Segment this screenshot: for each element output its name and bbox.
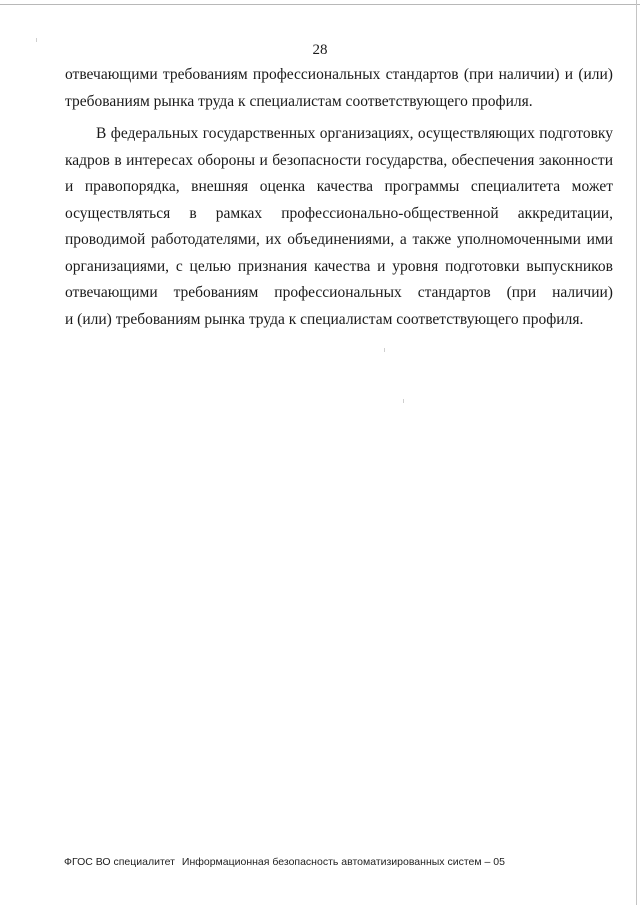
- word: проводимой: [65, 231, 146, 248]
- word: стандартов: [417, 284, 491, 301]
- word: подготовки: [445, 257, 520, 275]
- word: организациях,: [319, 125, 414, 142]
- text-line: [65, 121, 613, 148]
- text-line: [65, 148, 613, 175]
- word: осуществляться: [65, 204, 171, 222]
- word: качества: [314, 257, 371, 275]
- word: стандартов: [385, 66, 459, 83]
- word: профессионально-общественной: [281, 204, 499, 222]
- word: наличии): [552, 284, 613, 301]
- word: В: [96, 125, 107, 142]
- word: аккредитации,: [517, 204, 613, 222]
- word: профессиональных: [274, 284, 402, 301]
- page-number: 28: [312, 42, 328, 58]
- text-line: [65, 174, 613, 201]
- word: внешняя: [191, 178, 249, 195]
- text-line: [65, 254, 613, 281]
- word: требованиям: [162, 66, 248, 83]
- word: специалитета: [470, 178, 561, 195]
- word: (при: [463, 66, 494, 83]
- scan-speck: [384, 348, 385, 352]
- text-line: [65, 201, 613, 228]
- word: и: [259, 151, 268, 169]
- word: требованиям: [173, 284, 259, 301]
- word: государственных: [202, 125, 316, 142]
- scan-speck: [403, 399, 404, 403]
- word: организациями,: [65, 257, 170, 275]
- document-body: [65, 62, 613, 333]
- word: государства,: [365, 151, 448, 169]
- word: правопорядка,: [84, 178, 180, 195]
- word: с: [175, 257, 183, 275]
- word: целью: [189, 257, 232, 275]
- text-line: и (или) требованиям рынка труда к специалистам соответствующего профиля.: [65, 310, 584, 328]
- word: наличии): [498, 66, 560, 83]
- word: кадров: [65, 151, 110, 169]
- paragraph-external-assessment: [65, 121, 613, 333]
- word: может: [571, 178, 613, 195]
- word: обороны: [197, 151, 256, 169]
- paragraph-continuation: [65, 62, 613, 115]
- word: в: [189, 204, 197, 222]
- word: также: [412, 231, 452, 248]
- word: осуществляющих: [417, 125, 535, 142]
- word: и: [564, 66, 574, 83]
- word: ими: [586, 231, 613, 248]
- word: отвечающими: [65, 66, 158, 83]
- footer-standard: ФГОС ВО специалитет: [64, 856, 175, 868]
- word: работодателями,: [151, 231, 260, 248]
- word: и: [377, 257, 386, 275]
- word: программы: [384, 178, 460, 195]
- word: уполномоченными: [456, 231, 581, 248]
- word: их: [265, 231, 282, 248]
- word: федеральных: [110, 125, 199, 142]
- word: рамках: [215, 204, 263, 222]
- word: безопасности: [272, 151, 362, 169]
- word: выпускников: [526, 257, 613, 275]
- word: оценка: [259, 178, 306, 195]
- text-line: [65, 280, 613, 307]
- word: профессиональных: [252, 66, 381, 83]
- scan-border-right: [636, 0, 637, 905]
- text-line: [65, 62, 613, 89]
- page-footer: [64, 856, 505, 869]
- word: а: [399, 231, 407, 248]
- word: отвечающими: [65, 284, 158, 301]
- word: и: [65, 178, 74, 195]
- footer-specialty: Информационная безопасность автоматизированных систем – 05: [181, 856, 505, 868]
- word: качества: [316, 178, 373, 195]
- word: (при: [506, 284, 537, 301]
- word: законности: [538, 151, 613, 169]
- text-line: [65, 227, 613, 254]
- word: (или): [578, 66, 613, 83]
- word: интересах: [126, 151, 194, 169]
- text-line: требованиям рынка труда к специалистам соответствующего профиля.: [65, 92, 533, 110]
- word: обеспечения: [451, 151, 535, 169]
- word: объединениями,: [287, 231, 395, 248]
- scan-border-top: [0, 4, 640, 5]
- word: признания: [237, 257, 308, 275]
- word: уровня: [392, 257, 439, 275]
- word: в: [114, 151, 122, 169]
- word: подготовку: [539, 125, 613, 142]
